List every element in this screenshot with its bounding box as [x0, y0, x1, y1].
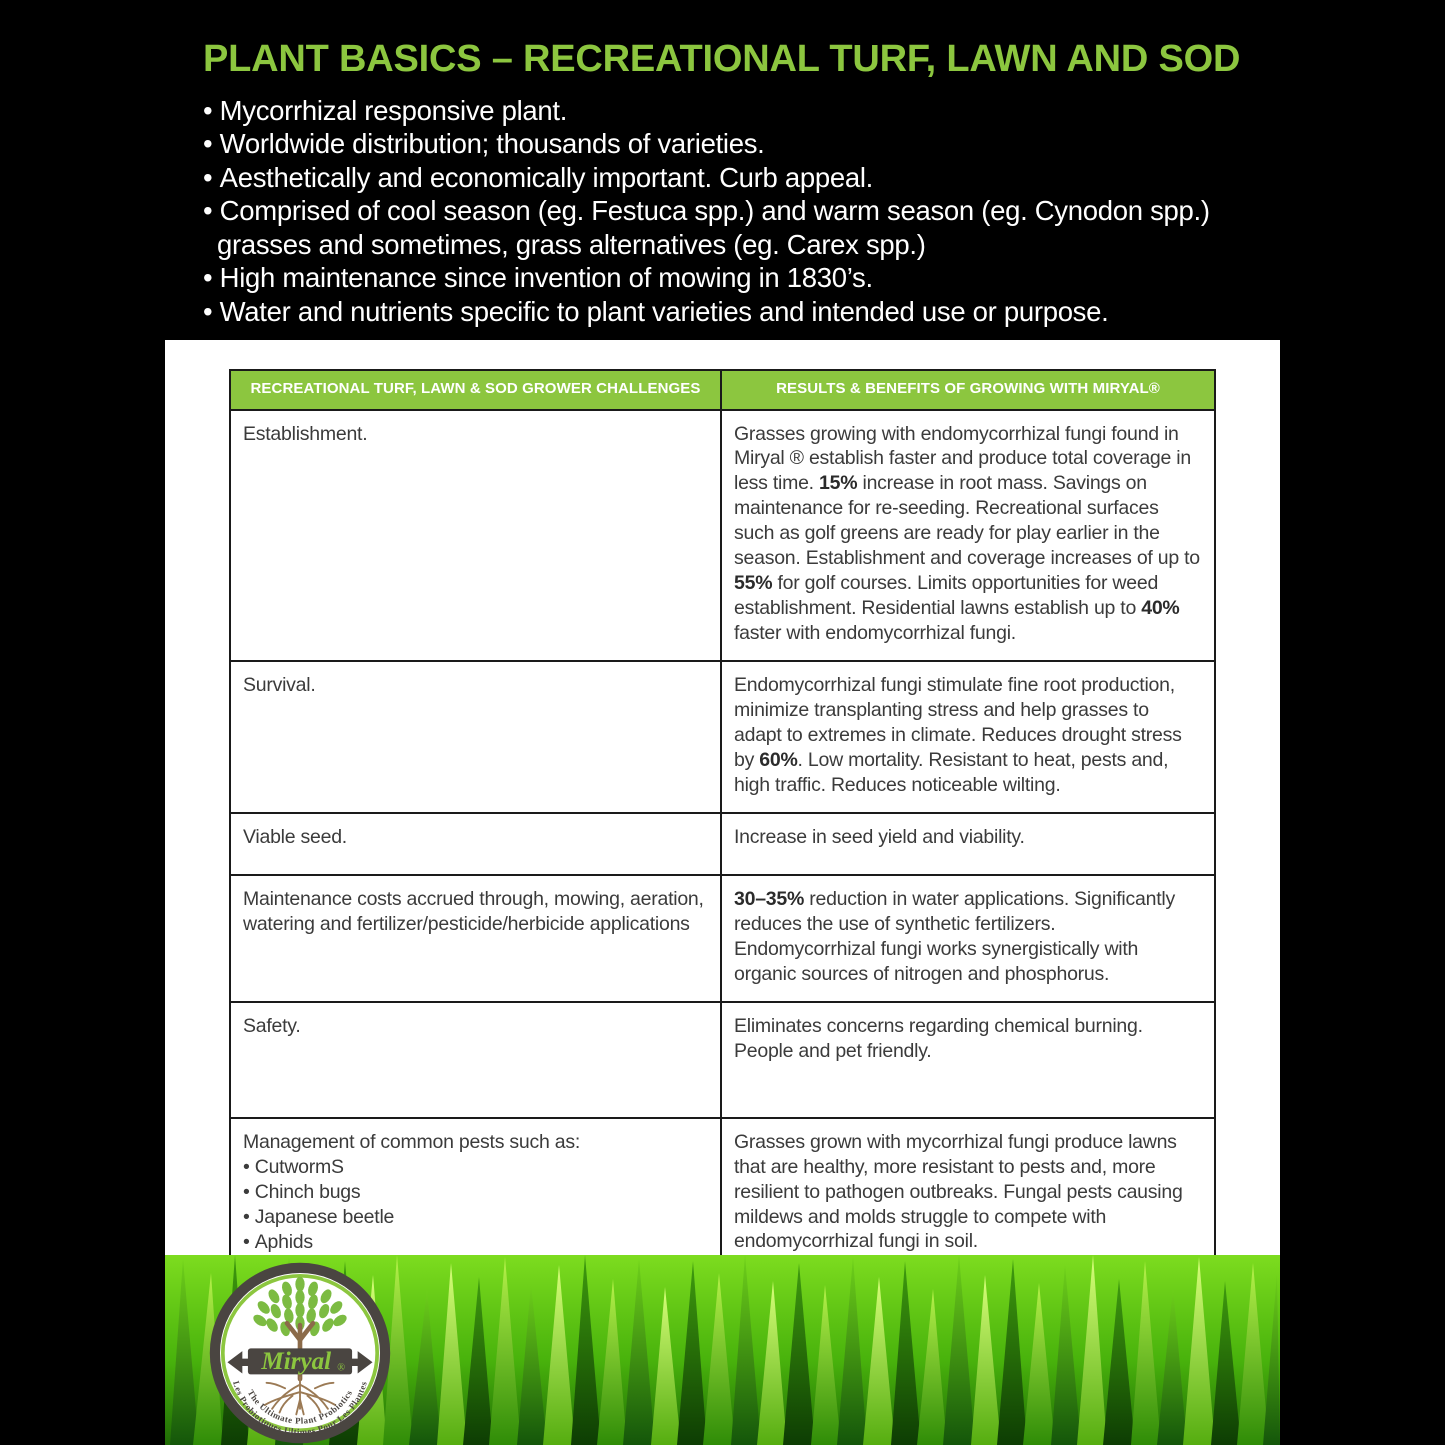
pest-list-item: • Aphids: [243, 1230, 706, 1255]
benefit-cell: Grasses growing with endomycorrhizal fungi found in Miryal ® establish faster and produce total coverage in less time. 15% increase in root mass. Savings on maintenance for re-seeding. Recreational surfaces such as golf greens are ready for play earlier in the season. Establishment and coverage increases of up to 55% for golf courses. Limits opportunities for weed establishment. Residential lawns establish up to 40% faster with endomycorrhizal fungi.: [721, 410, 1215, 662]
table-row: [230, 875, 1215, 1002]
table-row: [230, 661, 1215, 813]
table-row: [230, 1002, 1215, 1118]
benefits-table-wrapper: [229, 369, 1214, 1321]
table-row: [230, 813, 1215, 875]
miryal-logo-mark: [203, 1260, 397, 1445]
table-body: [230, 410, 1215, 1320]
logo-tagline-fr: Les Probiotiques Ultimes Pour Les Plantes: [231, 1379, 369, 1437]
intro-bullet-item: • Water and nutrients specific to plant varieties and intended use or purpose.: [203, 295, 1213, 329]
intro-bullet-item: • Aesthetically and economically important. Curb appeal.: [203, 161, 1213, 195]
challenge-text: Safety.: [243, 1014, 301, 1037]
grass-photo-band: [165, 1255, 1280, 1445]
challenge-text: Management of common pests such as:: [243, 1130, 581, 1153]
logo-brand-text: Miryal: [261, 1347, 332, 1375]
header-block: [203, 38, 1241, 329]
benefit-cell: Increase in seed yield and viability.: [721, 813, 1215, 875]
column-header-challenges: RECREATIONAL TURF, LAWN & SOD GROWER CHALLENGES: [230, 370, 721, 410]
challenge-cell: [230, 1002, 721, 1118]
benefit-cell: Eliminates concerns regarding chemical burning. People and pet friendly.: [721, 1002, 1215, 1118]
challenge-cell: [230, 875, 721, 1002]
challenge-text: Viable seed.: [243, 825, 347, 848]
benefit-cell: Endomycorrhizal fungi stimulate fine root production, minimize transplanting stress and help grasses to adapt to extremes in climate. Reduces drought stress by 60%. Low mortality. Resistant to heat, pests and, high traffic. Reduces noticeable wilting.: [721, 661, 1215, 813]
intro-bullet-list: [203, 94, 1213, 329]
table-row: [230, 410, 1215, 662]
challenge-cell: [230, 813, 721, 875]
intro-bullet-item: • Worldwide distribution; thousands of varieties.: [203, 127, 1213, 161]
challenge-cell: [230, 661, 721, 813]
table-header-row: [230, 370, 1215, 410]
challenge-text: Maintenance costs accrued through, mowing, aeration, watering and fertilizer/pesticide/herbicide applications: [243, 887, 704, 935]
pest-list-item: • Japanese beetle: [243, 1205, 706, 1230]
challenge-text: Survival.: [243, 674, 316, 697]
logo-tagline-en: The Ultimate Plant Probiotics: [245, 1387, 355, 1426]
column-header-benefits: RESULTS & BENEFITS OF GROWING WITH MIRYAL®: [721, 370, 1215, 410]
miryal-logo: [203, 1260, 397, 1445]
intro-bullet-item: • Mycorrhizal responsive plant.: [203, 94, 1213, 128]
content-card: [165, 340, 1280, 1445]
benefit-cell: 30–35% reduction in water applications. Significantly reduces the use of synthetic fertilizers. Endomycorrhizal fungi works synergistically with organic sources of nitrogen and phosphorus.: [721, 875, 1215, 1002]
challenge-cell: [230, 410, 721, 662]
intro-bullet-item: • High maintenance since invention of mowing in 1830’s.: [203, 261, 1213, 295]
intro-bullet-item: • Comprised of cool season (eg. Festuca spp.) and warm season (eg. Cynodon spp.) grasses and sometimes, grass alternatives (eg. Carex spp.): [203, 194, 1213, 261]
benefit-cell: Grasses grown with mycorrhizal fungi produce lawns that are healthy, more resistant to pests and, more resilient to pathogen outbreaks. Fungal pests causing mildews and molds struggle to compete with endomycorrhizal fungi in soil.: [721, 1118, 1215, 1320]
page-title: PLANT BASICS – RECREATIONAL TURF, LAWN AND SOD: [203, 38, 1241, 80]
benefits-table: [229, 369, 1216, 1321]
pest-list-item: • CutwormS: [243, 1155, 706, 1180]
logo-registered-mark: ®: [337, 1362, 345, 1374]
challenge-text: Establishment.: [243, 422, 368, 445]
pest-list-item: • Chinch bugs: [243, 1180, 706, 1205]
